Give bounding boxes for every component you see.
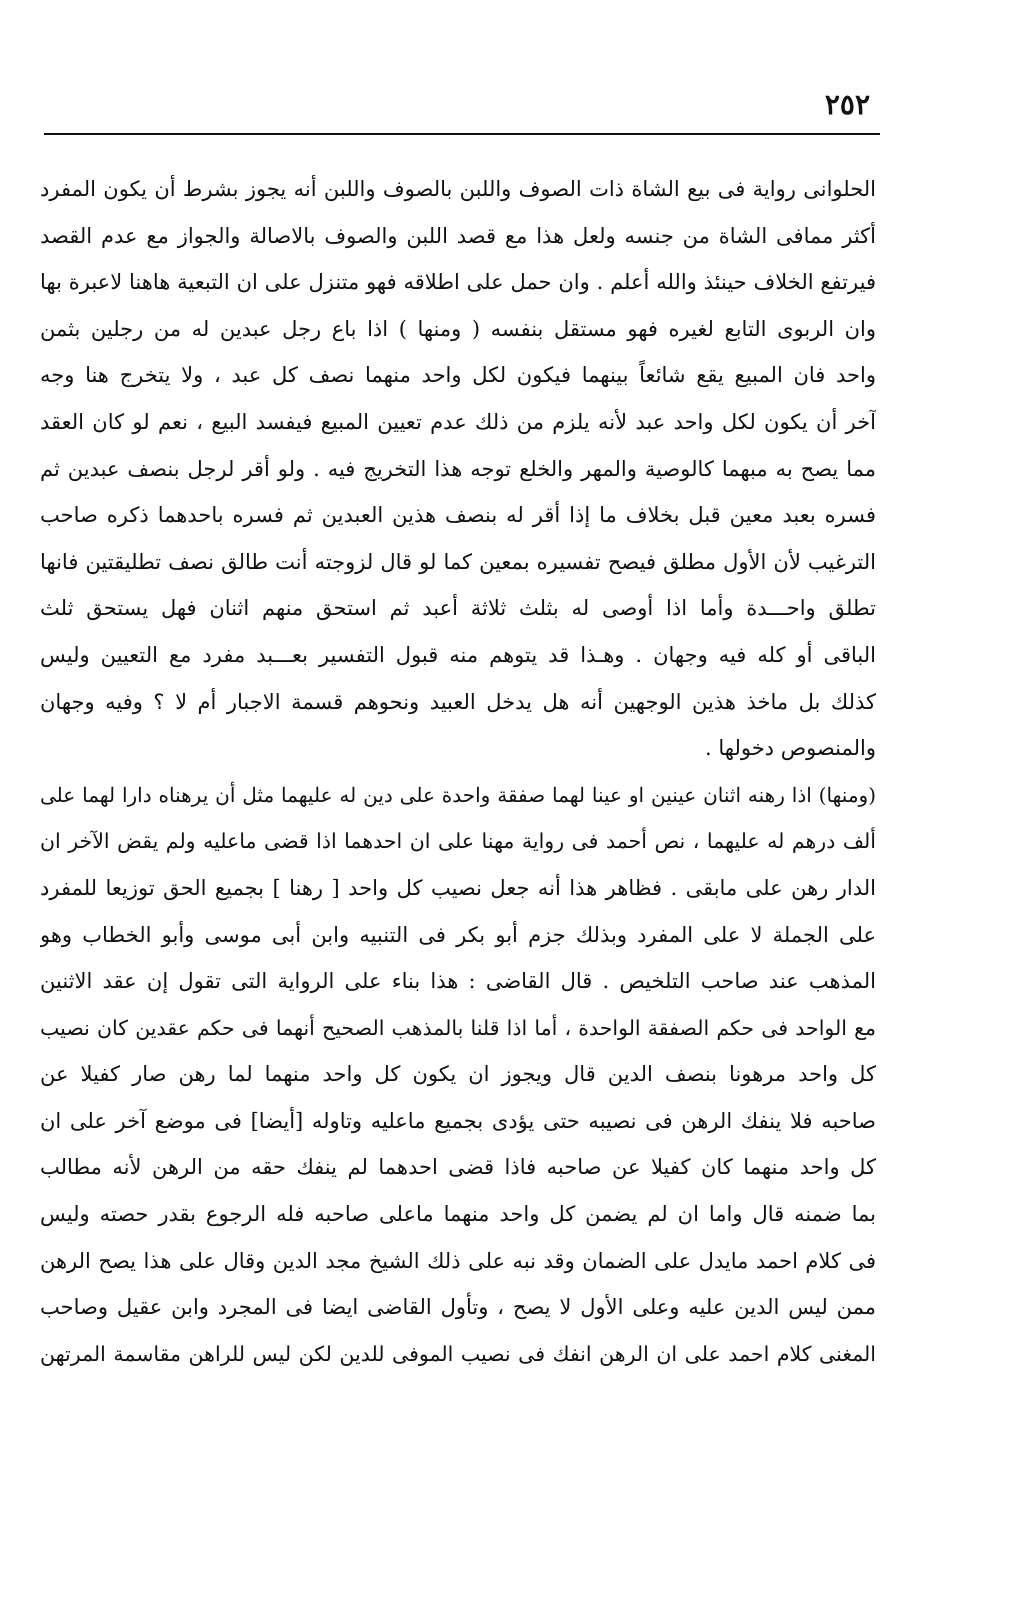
text-line: فيرتفع الخلاف حينئذ والله أعلم . وان حمل على اطلاقه فهو متنزل على ان التبعية هاهنا لاعبرة بها [40, 270, 876, 295]
text-line: فسره بعبد معين قبل بخلاف ما إذا أقر له بنصف هذين العبدين ثم فسره باحدهما ذكره صاحب [40, 503, 876, 528]
text-line: مع الواحد فى حكم الصفقة الواحدة ، أما اذا قلنا بالمذهب الصحيح أنهما فى حكم عقدين كان نصيب [40, 1015, 876, 1040]
text-line: ممن ليس الدين عليه وعلى الأول لا يصح ، وتأول القاضى ايضا فى المجرد وابن عقيل وصاحب [40, 1295, 876, 1320]
body-text [40, 166, 876, 1377]
text-line: المغنى كلام احمد على ان الرهن انفك فى نصيب الموفى للدين لكن ليس للراهن مقاسمة المرتهن [40, 1341, 876, 1366]
text-line: الباقى أو كله فيه وجهان . وهـذا قد يتوهم منه قبول التفسير بعـــبد مفرد مع التعيين وليس [40, 642, 876, 667]
text-line: كذلك بل ماخذ هذين الوجهين أنه هل يدخل العبيد ونحوهم قسمة الاجبار أم لا ؟ وفيه وجهان [40, 689, 876, 714]
text-line: (ومنها) اذا رهنه اثنان عينين او عينا لهما صفقة واحدة على دين له عليهما مثل أن يرهناه دارا لهما على [40, 782, 876, 807]
text-line: الدار رهن على مابقى . فظاهر هذا أنه جعل نصيب كل واحد [ رهنا ] بجميع الحق توزيعا للمفرد [40, 875, 876, 900]
text-line: آخر أن يكون لكل واحد عبد لأنه يلزم من ذلك عدم تعيين المبيع فيفسد البيع ، نعم لو كان العقد [40, 409, 876, 434]
text-line: أكثر ممافى الشاة من جنسه ولعل هذا مع قصد اللبن والصوف بالاصالة والجواز مع عدم القصد [40, 223, 876, 248]
text-line: واحد فان المبيع يقع شائعاً بينهما فيكون لكل واحد منهما نصف كل عبد ، ولا يتخرج هنا وجه [40, 363, 876, 388]
page-number: ٢٥٢ [824, 88, 870, 121]
text-line: مما يصح به مبهما كالوصية والمهر والخلع توجه هذا التخريج فيه . ولو أقر لرجل بنصف عبدين ثم [40, 456, 876, 481]
text-line: صاحبه فلا ينفك الرهن فى نصيبه حتى يؤدى بجميع ماعليه وتاوله [أيضا] فى موضع آخر على ان [40, 1108, 876, 1133]
header-rule [44, 133, 880, 135]
text-line: كل واحد منهما كان كفيلا عن صاحبه فاذا قضى احدهما لم ينفك حقه من الرهن لأنه مطالب [40, 1155, 876, 1180]
text-line: الحلوانى رواية فى بيع الشاة ذات الصوف واللبن بالصوف واللبن أنه يجوز بشرط أن يكون المفرد [40, 177, 876, 201]
text-line: ألف درهم له عليهما ، نص أحمد فى رواية مهنا على ان احدهما اذا قضى ماعليه ولم يقض الآخر ان [40, 829, 876, 854]
text-line: كل واحد مرهونا بنصف الدين قال ويجوز ان يكون كل واحد منهما لما رهن صار كفيلا عن [40, 1062, 876, 1087]
text-line: المذهب عند صاحب التلخيص . قال القاضى : هذا بناء على الرواية التى تقول إن عقد الاثنين [40, 969, 876, 994]
text-line: فى كلام احمد مايدل على الضمان وقد نبه على ذلك الشيخ مجد الدين وقال على هذا يصح الرهن [40, 1248, 876, 1273]
text-line: على الجملة لا على المفرد وبذلك جزم أبو بكر فى التنبيه وابن أبى موسى وأبو الخطاب وهو [40, 922, 876, 947]
paragraph-end-line: والمنصوص دخولها . [705, 736, 876, 761]
text-line: بما ضمنه قال واما ان لم يضمن كل واحد منهما ماعلى صاحبه فله الرجوع بقدر حصته وليس [40, 1202, 876, 1227]
text-line: الترغيب لأن الأول مطلق فيصح تفسيره بمعين كما لو قال لزوجته أنت طالق نصف تطليقتين فانها [40, 549, 876, 574]
text-line: وان الربوى التابع لغيره فهو مستقل بنفسه ( ومنها ) اذا باع رجل عبدين له من رجلين بثمن [40, 316, 876, 341]
text-line: تطلق واحـــدة وأما اذا أوصى له بثلث ثلاثة أعبد ثم استحق منهم اثنان فهل يستحق ثلث [40, 596, 876, 621]
